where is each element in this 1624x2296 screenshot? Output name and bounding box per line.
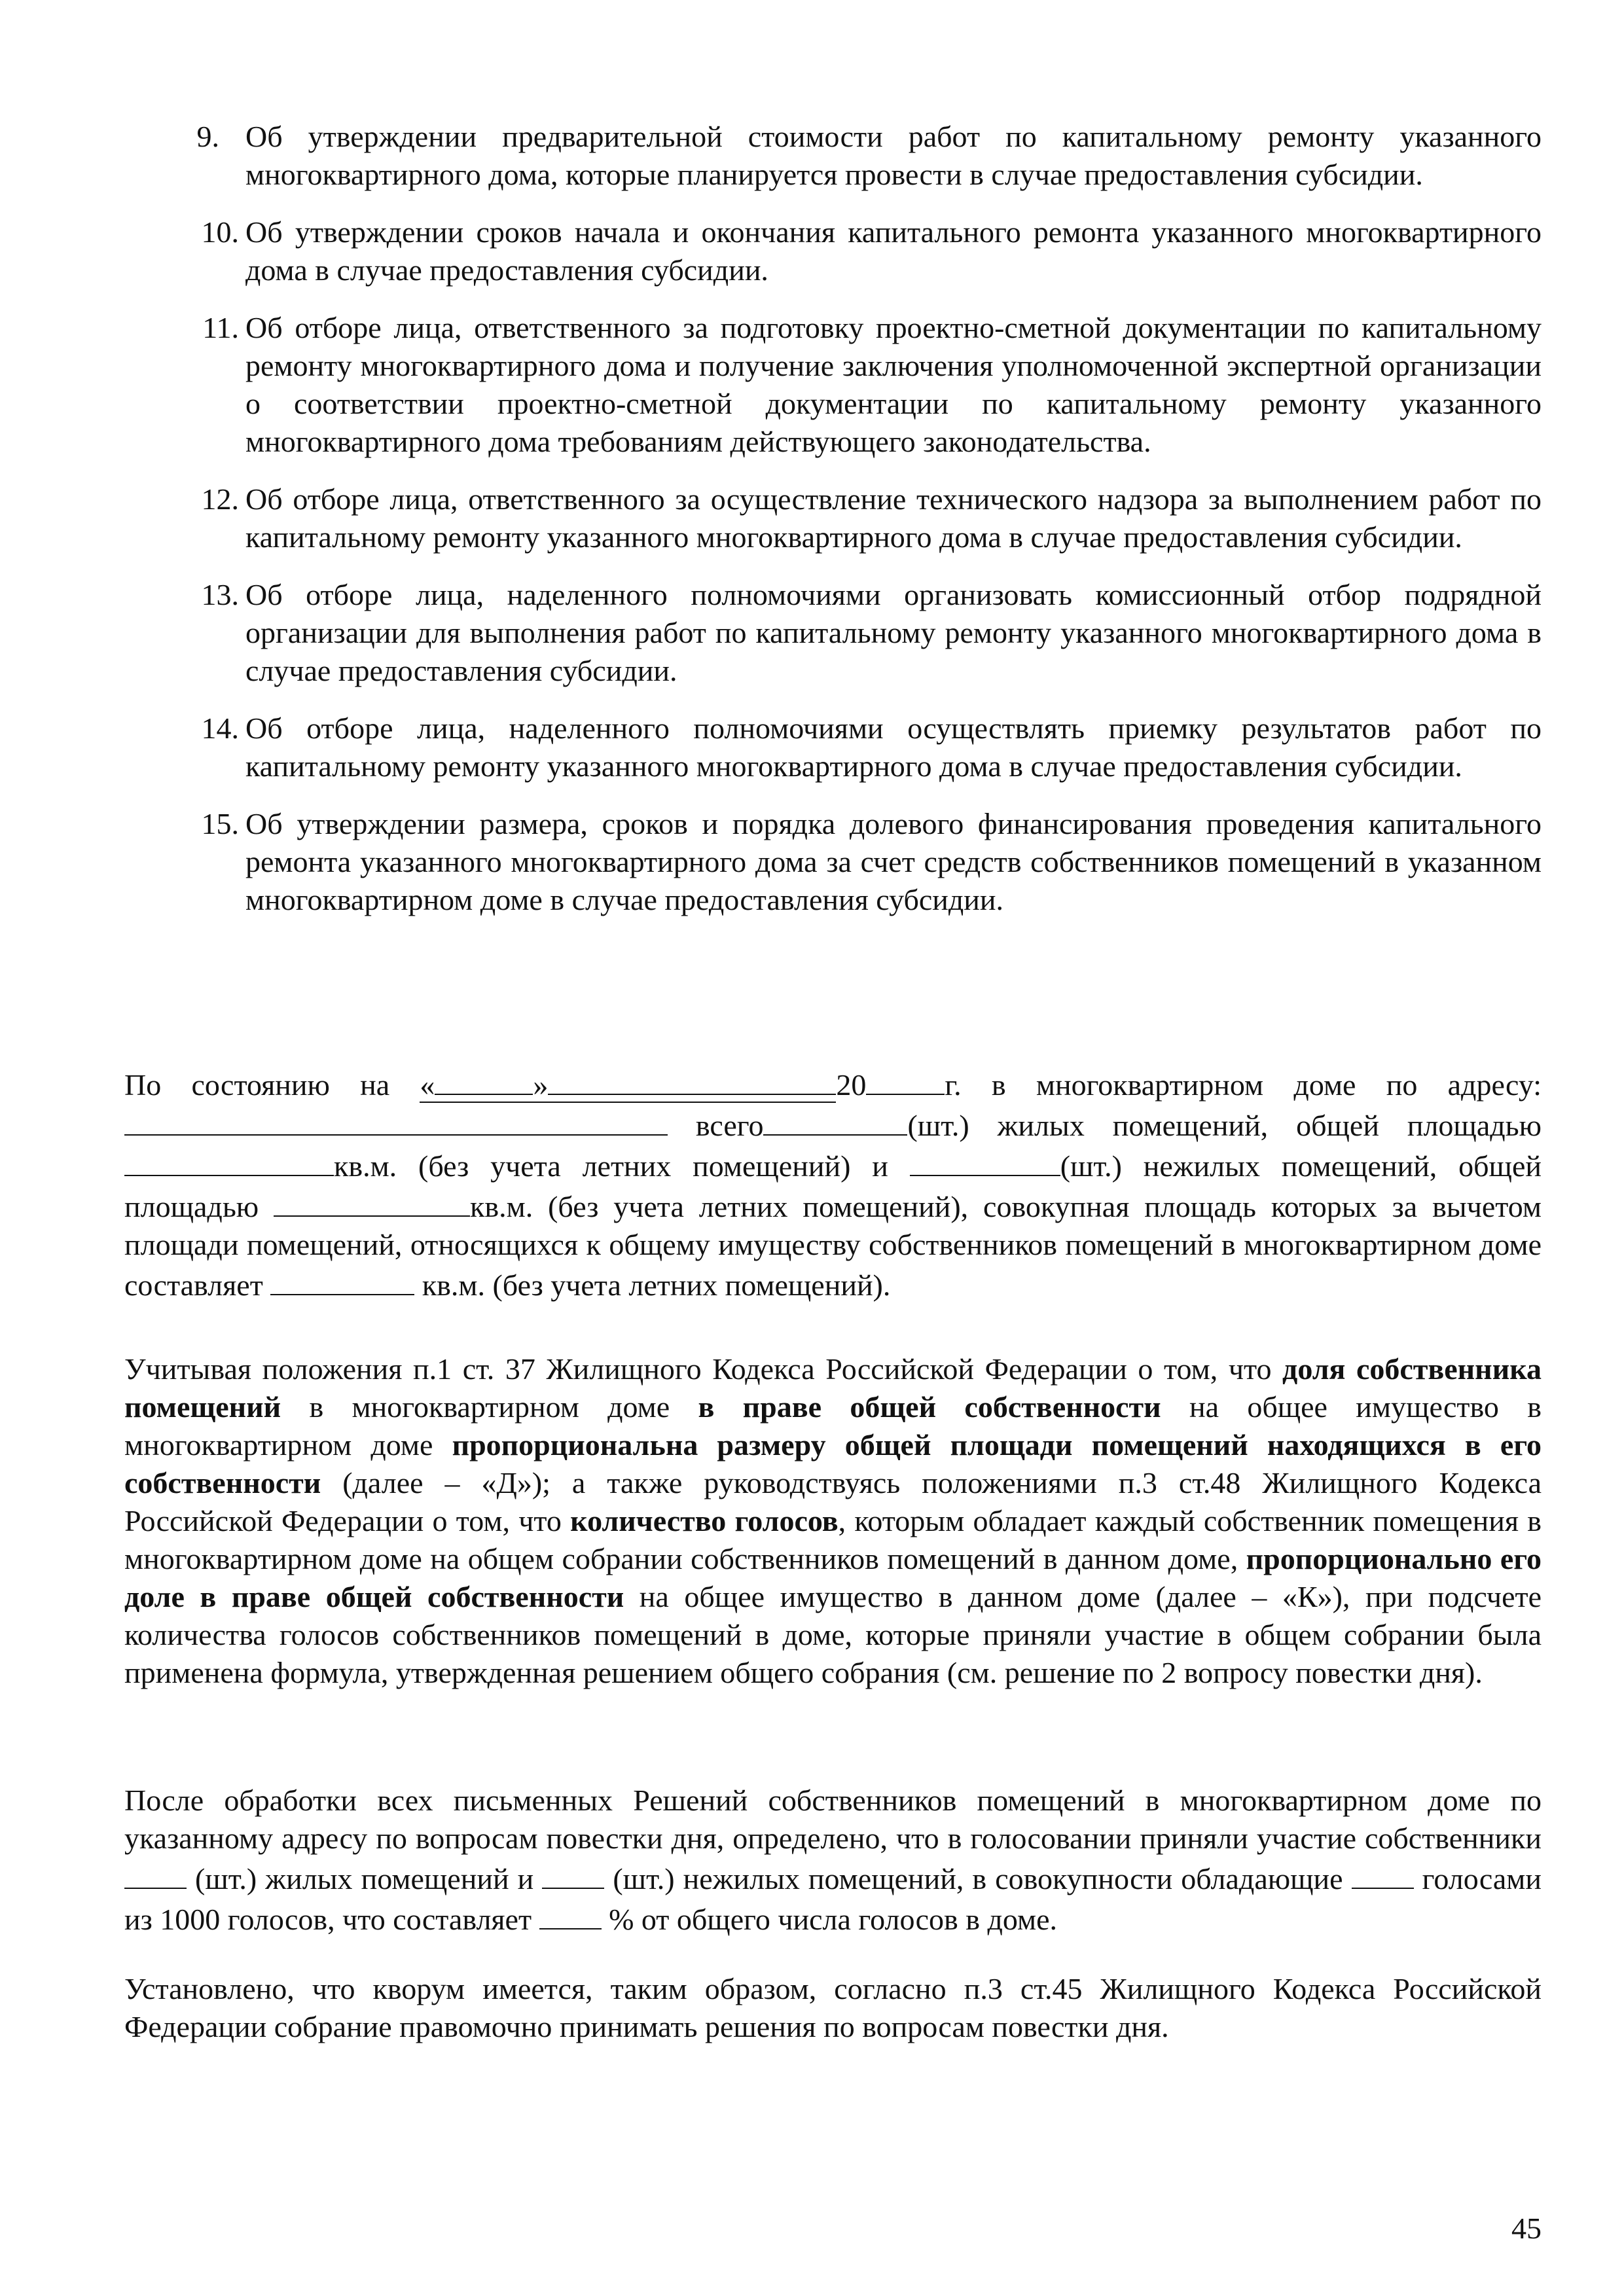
quorum-paragraph: Установлено, что кворум имеется, таким образом, согласно п.3 ст.45 Жилищного Кодекса Российской Федерации собрание правомочно принимать решения по вопросам повестки дня. [124,1972,1542,2043]
status-text: (шт.) жилых помещений, общей площадью [907,1109,1542,1142]
residential-count-blank[interactable] [763,1104,907,1136]
page-number: 45 [1511,2212,1542,2245]
list-item-text: Об утверждении сроков начала и окончания капитального ремонта указанного многоквартирного дома в случае предоставления субсидии. [245,215,1542,287]
day-blank[interactable] [435,1064,533,1095]
list-item [190,213,1542,289]
law-bold-text: количество голосов [570,1504,839,1537]
law-text: , которым обладает каждый собственник помещения в многоквартирном доме на общем собрании собственников помещений в данном доме, [124,1504,1542,1575]
list-item [190,576,1542,690]
law-bold-text: пропорциональна размеру общей площади помещений находящихся в его собственности [124,1428,1542,1499]
list-item [190,309,1542,461]
year-prefix: 20 [836,1068,867,1102]
list-item [190,709,1542,785]
law-text: на общее имущество в данном доме (далее – «К»), при подсчете количества голосов собственников помещений в доме, которые приняли участие в общем собрании была применена формула, утвержденная решением общего собрания (см. решение по 2 вопросу повестки дня). [124,1580,1542,1689]
list-item-text: Об утверждении размера, сроков и порядка долевого финансирования проведения капитального ремонта указанного многоквартирного дома за счет средств собственников помещений в указанном многоквартирном доме в случае предоставления субсидии. [245,807,1542,916]
list-item-text: Об отборе лица, наделенного полномочиями организовать комиссионный отбор подрядной организации для выполнения работ по капитальному ремонту указанного многоквартирного дома в случае предоставления субсидии. [245,578,1542,687]
process-text: (шт.) жилых помещений и [187,1862,543,1895]
list-item-text: Об отборе лица, ответственного за осуществление технического надзора за выполнением работ по капитальному ремонту указанного многоквартирного дома в случае предоставления субсидии. [245,482,1542,554]
nonresidential-area-blank[interactable] [274,1185,470,1217]
address-blank[interactable] [124,1104,668,1136]
process-paragraph [124,1782,1542,1939]
law-bold-text: в праве общей собственности [698,1390,1161,1424]
list-item-number: 13. [201,578,239,611]
quote-open: « [420,1068,435,1102]
status-text: кв.м. (без учета летних помещений). [414,1268,891,1302]
law-text: на общее имущество в многоквартирном доме [124,1390,1542,1462]
law-text: в многоквартирном доме [281,1390,698,1424]
votes-blank[interactable] [1352,1857,1414,1889]
date-field[interactable] [420,1068,836,1103]
list-item [190,480,1542,556]
status-text: (шт.) нежилых помещений, общей площадью [124,1149,1542,1223]
year-blank[interactable] [866,1064,945,1095]
status-text: кв.м. (без учета летних помещений) и [334,1149,910,1183]
list-item-text: Об отборе лица, ответственного за подготовку проектно-сметной документации по капитальному ремонту многоквартирного дома и получение заключения уполномоченной экспертной организации о соответствии проектно-сметной документации по капитальному ремонту указанного многоквартирного дома требованиям действующего законодательства. [245,311,1542,458]
law-text: Учитывая положения п.1 ст. 37 Жилищного Кодекса Российской Федерации о том, что [124,1352,1283,1386]
list-item-number: 11. [202,311,239,344]
list-item-text: Об отборе лица, наделенного полномочиями осуществлять приемку результатов работ по капитальному ремонту указанного многоквартирного дома в случае предоставления субсидии. [245,711,1542,783]
status-text: всего [668,1109,764,1142]
list-item-number: 9. [196,120,219,153]
list-item-number: 14. [201,711,239,745]
agenda-list [190,118,1542,939]
quote-close: » [533,1068,549,1102]
list-item-number: 12. [201,482,239,516]
nonresidential-count-blank[interactable] [910,1145,1060,1176]
list-item-number: 15. [201,807,239,840]
list-item-text: Об утверждении предварительной стоимости работ по капитальному ремонту указанного многоквартирного дома, которые планируется провести в случае предоставления субсидии. [245,120,1542,191]
nonresidential-participants-blank[interactable] [542,1857,604,1889]
total-area-blank[interactable] [270,1264,414,1295]
month-blank[interactable] [548,1064,836,1095]
process-text: После обработки всех письменных Решений собственников помещений в многоквартирном доме по указанному адресу по вопросам повестки дня, определено, что в голосовании приняли участие собственники [124,1784,1542,1855]
list-item [190,805,1542,919]
law-bold-text: доля собственника помещений [124,1352,1542,1424]
law-text: (далее – «Д»); а также руководствуясь положениями п.3 ст.48 Жилищного Кодекса Российской Федерации о том, что [124,1466,1542,1537]
process-text: голосами из 1000 голосов, что составляет [124,1862,1542,1936]
law-paragraph [124,1350,1542,1692]
status-text: кв.м. (без учета летних помещений), совокупная площадь которых за вычетом площади помещений, относящихся к общему имуществу собственников помещений в многоквартирном доме составляет [124,1190,1542,1302]
process-text: (шт.) нежилых помещений, в совокупности обладающие [604,1862,1352,1895]
residential-area-blank[interactable] [124,1145,334,1176]
residential-participants-blank[interactable] [124,1857,187,1889]
law-bold-text: пропорционально его доле в праве общей собственности [124,1542,1542,1613]
status-paragraph [124,1064,1542,1304]
percent-blank[interactable] [539,1898,602,1929]
status-text: По состоянию на [124,1068,420,1102]
list-item [190,118,1542,194]
list-item-number: 10. [201,215,239,249]
process-text: % от общего числа голосов в доме. [601,1903,1058,1936]
status-text: г. в многоквартирном доме по адресу: [945,1068,1542,1102]
